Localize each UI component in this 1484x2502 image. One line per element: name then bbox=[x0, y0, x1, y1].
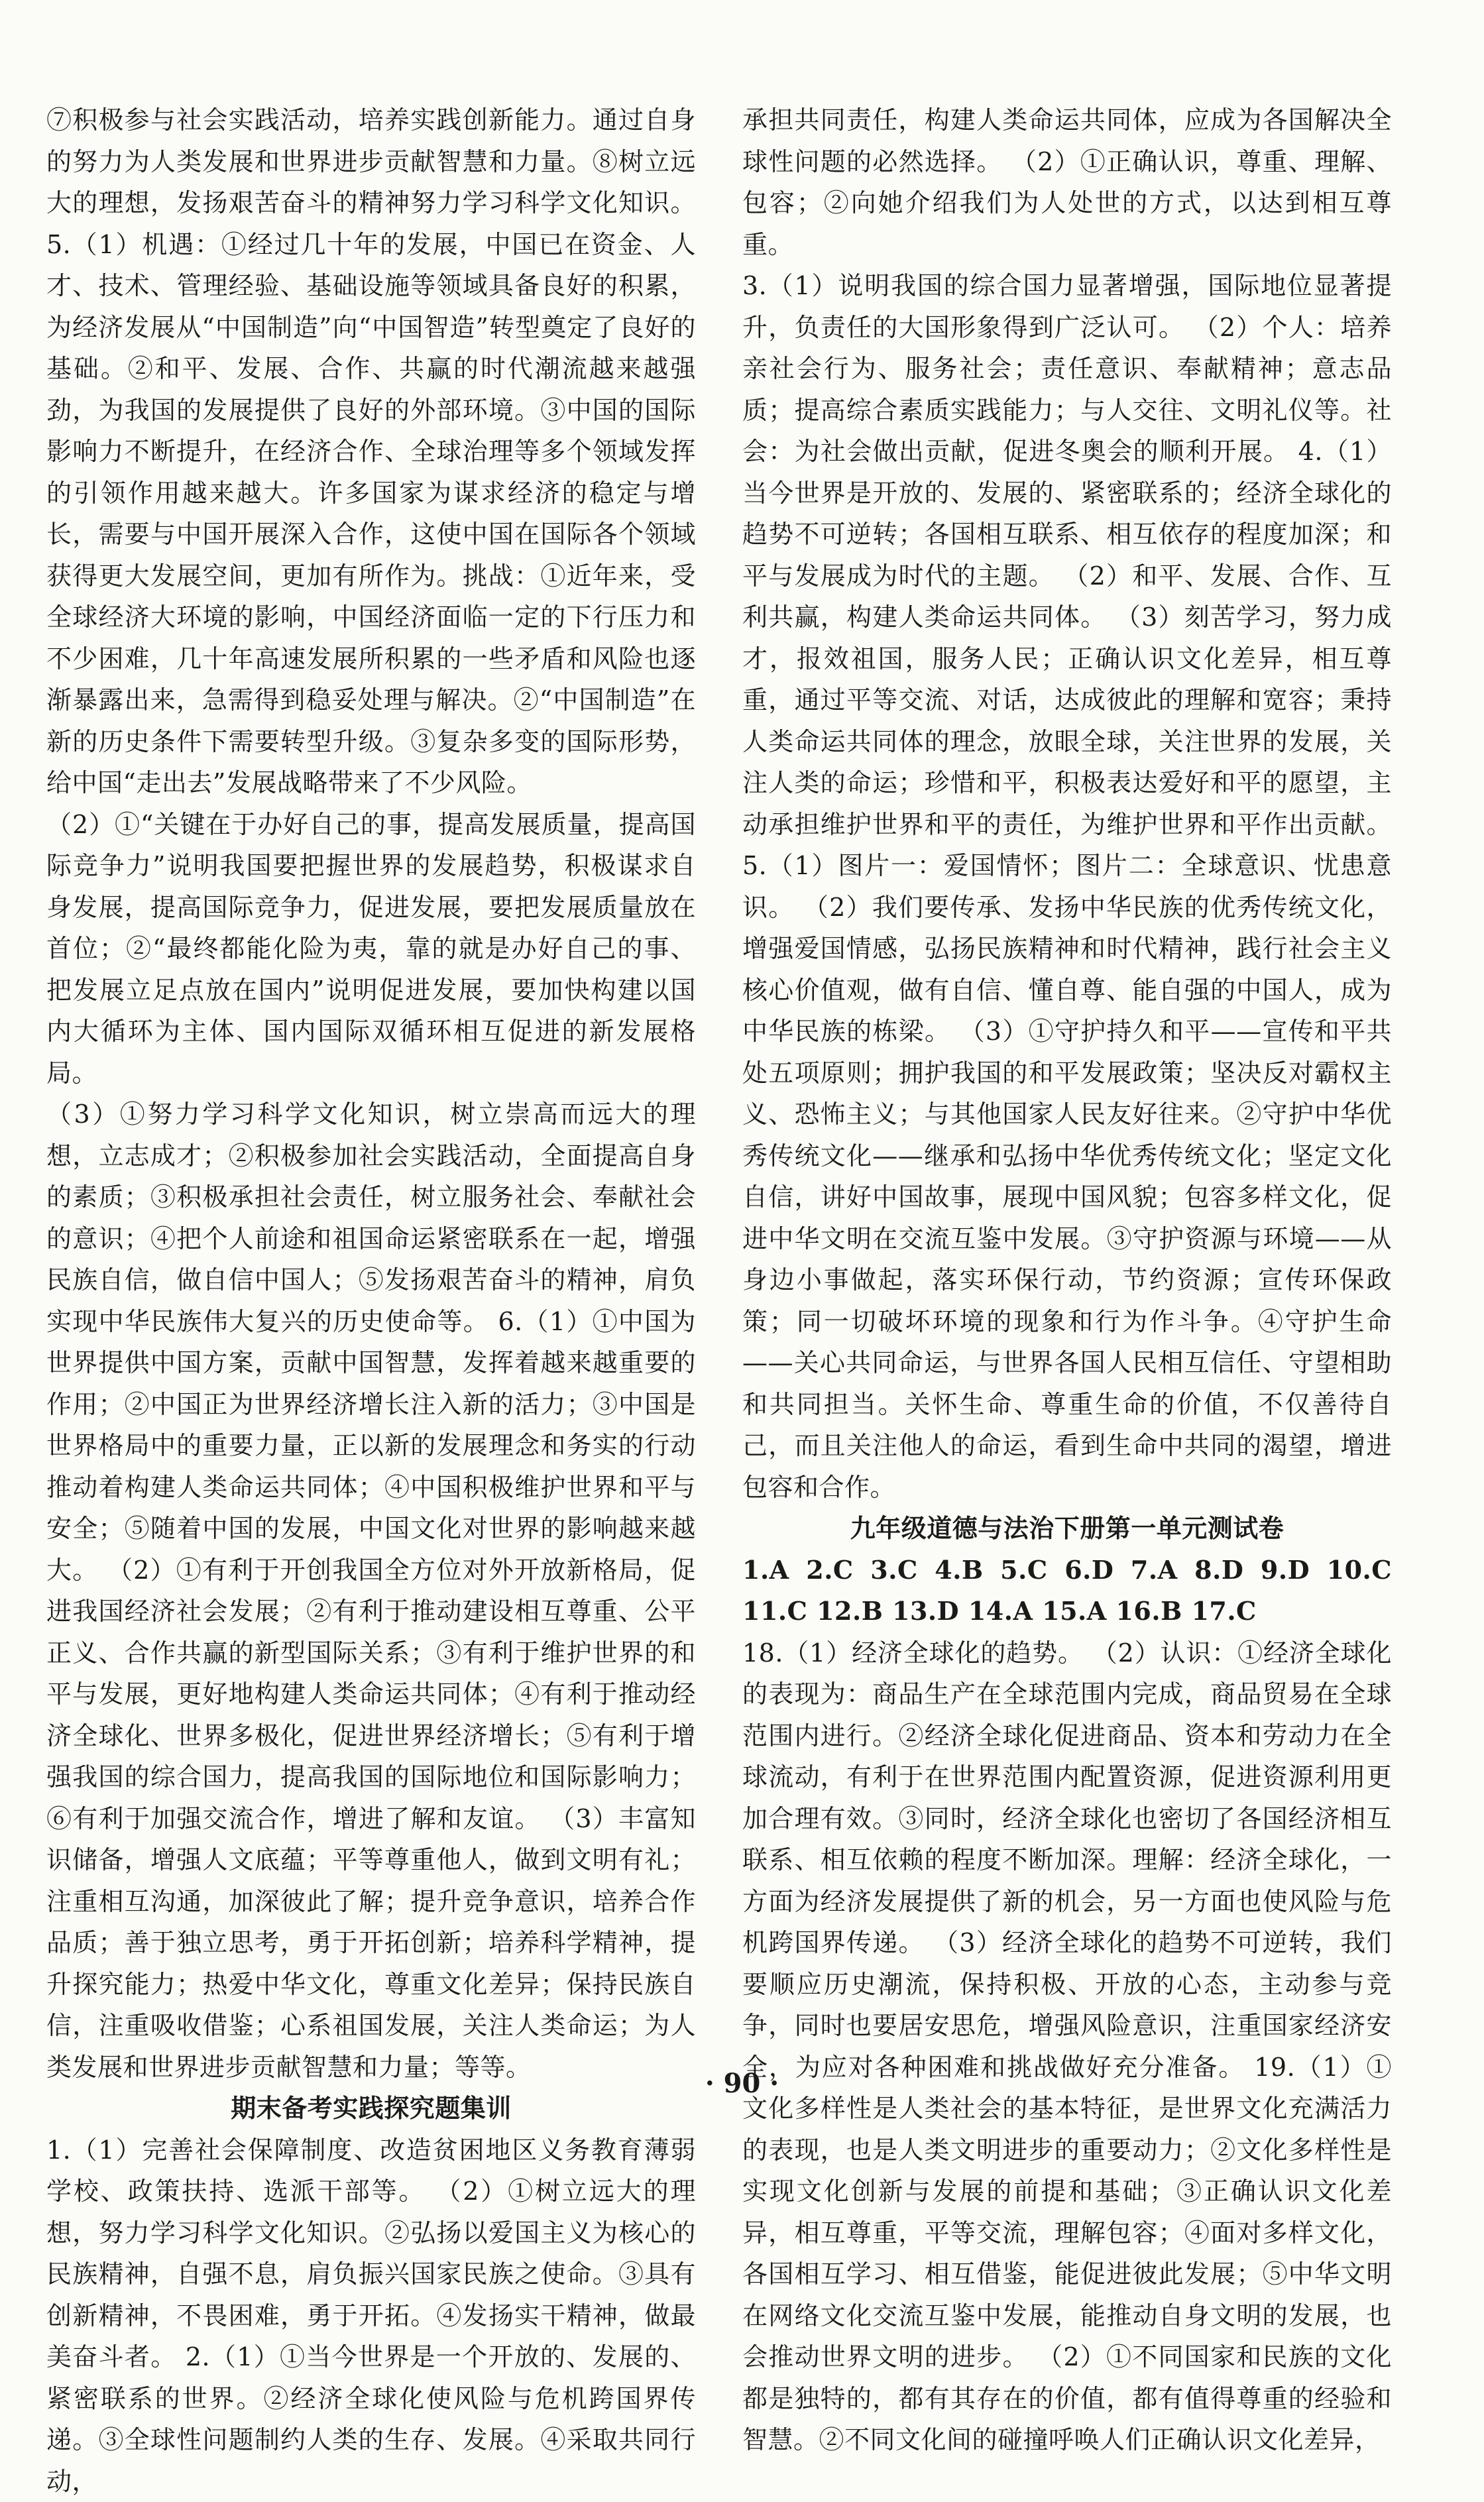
answer-paragraph: （3）①努力学习科学文化知识，树立崇高而远大的理想，立志成才；②积极参加社会实践活动，全面提高自身的素质；③积极承担社会责任，树立服务社会、奉献社会的意识；④把个人前途和祖国命运紧密联系在一起，增强民族自信，做自信中国人；⑤发扬艰苦奋斗的精神，肩负实现中华民族伟大复兴的历史使命等。 6.（1）①中国为世界提供中国方案，贡献中国智慧，发挥着越来越重要的作用；②中国正为世界经济增长注入新的活力；③中国是世界格局中的重要力量，正以新的发展理念和务实的行动推动着构建人类命运共同体；④中国积极维护世界和平与安全；⑤随着中国的发展，中国文化对世界的影响越来越大。 （2）①有利于开创我国全方位对外开放新格局，促进我国经济社会发展；②有利于推动建设相互尊重、公平正义、合作共赢的新型国际关系；③有利于维护世界的和平与发展，更好地构建人类命运共同体；④有利于推动经济全球化、世界多极化，促进世界经济增长；⑤有利于增强我国的综合国力，提高我国的国际地位和国际影响力；⑥有利于加强交流合作，增进了解和友谊。 （3）丰富知识储备，增强人文底蕴；平等尊重他人，做到文明有礼；注重相互沟通，加深彼此了解；提升竞争意识，培养合作品质；善于独立思考，勇于开拓创新；培养科学精神，提升探究能力；热爱中华文化，尊重文化差异；保持民族自信，注重吸收借鉴；心系祖国发展，关注人类命运；为人类发展和世界进步贡献智慧和力量；等等。 bbox=[46, 1094, 696, 2088]
page-number: · 90 · bbox=[0, 2068, 1484, 2099]
answer-paragraph: 3.（1）说明我国的综合国力显著增强，国际地位显著提升，负责任的大国形象得到广泛认可。 （2）个人：培养亲社会行为、服务社会；责任意识、奉献精神；意志品质；提高综合素质实践能力；与人交往、文明礼仪等。社会：为社会做出贡献，促进冬奥会的顺利开展。 4.（1）当今世界是开放的、发展的、紧密联系的；经济全球化的趋势不可逆转；各国相互联系、相互依存的程度加深；和平与发展成为时代的主题。 （2）和平、发展、合作、互利共赢，构建人类命运共同体。 （3）刻苦学习，努力成才，报效祖国，服务人民；正确认识文化差异，相互尊重，通过平等交流、对话，达成彼此的理解和宽容；秉持人类命运共同体的理念，放眼全球，关注世界的发展，关注人类的命运；珍惜和平，积极表达爱好和平的愿望，主动承担维护世界和平的责任，为维护世界和平作出贡献。 5.（1）图片一：爱国情怀；图片二：全球意识、忧患意识。 （2）我们要传承、发扬中华民族的优秀传统文化，增强爱国情感，弘扬民族精神和时代精神，践行社会主义核心价值观，做有自信、懂自尊、能自强的中国人，成为中华民族的栋梁。 （3）①守护持久和平——宣传和平共处五项原则；拥护我国的和平发展政策；坚决反对霸权主义、恐怖主义；与其他国家人民友好往来。②守护中华优秀传统文化——继承和弘扬中华优秀传统文化；坚定文化自信，讲好中国故事，展现中国风貌；包容多样文化，促进中华文明在交流互鉴中发展。③守护资源与环境——从身边小事做起，落实环保行动，节约资源；宣传环保政策；同一切破坏环境的现象和行为作斗争。④守护生命——关心共同命运，与世界各国人民相互信任、守望相助和共同担当。关怀生命、尊重生命的价值，不仅善待自己，而且关注他人的命运，看到生命中共同的渴望，增进包容和合作。 bbox=[742, 265, 1392, 1508]
answer-paragraph: 1.（1）完善社会保障制度、改造贫困地区义务教育薄弱学校、政策扶持、选派干部等。 （2）①树立远大的理想，努力学习科学文化知识。②弘扬以爱国主义为核心的民族精神，自强不息，肩负振兴国家民族之使命。③具有创新精神，不畏困难，勇于开拓。④发扬实干精神，做最美奋斗者。 2.（1）①当今世界是一个开放的、发展的、紧密联系的世界。②经济全球化使风险与危机跨国界传递。③全球性问题制约人类的生存、发展。④采取共同行动， bbox=[46, 2130, 696, 2502]
section-heading: 期末备考实践探究题集训 bbox=[46, 2088, 696, 2130]
answer-paragraph: 18.（1）经济全球化的趋势。 （2）认识：①经济全球化的表现为：商品生产在全球范围内完成，商品贸易在全球范围内进行。②经济全球化促进商品、资本和劳动力在全球流动，有利于在世界范围内配置资源，促进资源利用更加合理有效。③同时，经济全球化也密切了各国经济相互联系、相互依赖的程度不断加深。理解：经济全球化，一方面为经济发展提供了新的机会，另一方面也使风险与危机跨国界传递。 （3）经济全球化的趋势不可逆转，我们要顺应历史潮流，保持积极、开放的心态，主动参与竞争，同时也要居安思危，增强风险意识，注重国家经济安全，为应对各种困难和挑战做好充分准备。 19.（1）①文化多样性是人类社会的基本特征，是世界文化充满活力的表现，也是人类文明进步的重要动力；②文化多样性是实现文化创新与发展的前提和基础；③正确认识文化差异，相互尊重，平等交流，理解包容；④面对多样文化，各国相互学习、相互借鉴，能促进彼此发展；⑤中华文明在网络文化交流互鉴中发展，能推动自身文明的发展，也会推动世界文明的进步。 （2）①不同国家和民族的文化都是独特的，都有其存在的价值，都有值得尊重的经验和智慧。②不同文化间的碰撞呼唤人们正确认识文化差异， bbox=[742, 1632, 1392, 2461]
page-body bbox=[46, 99, 1392, 2055]
section-heading: 九年级道德与法治下册第一单元测试卷 bbox=[742, 1508, 1392, 1550]
answer-paragraph: 承担共同责任，构建人类命运共同体，应成为各国解决全球性问题的必然选择。 （2）①正确认识，尊重、理解、包容；②向她介绍我们为人处世的方式，以达到相互尊重。 bbox=[742, 99, 1392, 265]
answer-paragraph: ⑦积极参与社会实践活动，培养实践创新能力。通过自身的努力为人类发展和世界进步贡献智慧和力量。⑧树立远大的理想，发扬艰苦奋斗的精神努力学习科学文化知识。 5.（1）机遇：①经过几十年的发展，中国已在资金、人才、技术、管理经验、基础设施等领域具备良好的积累，为经济发展从“中国制造”向“中国智造”转型奠定了良好的基础。②和平、发展、合作、共赢的时代潮流越来越强劲，为我国的发展提供了良好的外部环境。③中国的国际影响力不断提升，在经济合作、全球治理等多个领域发挥的引领作用越来越大。许多国家为谋求经济的稳定与增长，需要与中国开展深入合作，这使中国在国际各个领域获得更大发展空间，更加有所作为。挑战：①近年来，受全球经济大环境的影响，中国经济面临一定的下行压力和不少困难，几十年高速发展所积累的一些矛盾和风险也逐渐暴露出来，急需得到稳妥处理与解决。②“中国制造”在新的历史条件下需要转型升级。③复杂多变的国际形势，给中国“走出去”发展战略带来了不少风险。 bbox=[46, 99, 696, 804]
answer-paragraph: （2）①“关键在于办好自己的事，提高发展质量，提高国际竞争力”说明我国要把握世界的发展趋势，积极谋求自身发展，提高国际竞争力，促进发展，要把发展质量放在首位；②“最终都能化险为夷，靠的就是办好自己的事、把发展立足点放在国内”说明促进发展，要加快构建以国内大循环为主体、国内国际双循环相互促进的新发展格局。 bbox=[46, 804, 696, 1094]
choice-answers: 1.A 2.C 3.C 4.B 5.C 6.D 7.A 8.D 9.D 10.C 11.C 12.B 13.D 14.A 15.A 16.B 17.C bbox=[742, 1550, 1392, 1632]
left-column bbox=[46, 99, 696, 2055]
right-column bbox=[742, 99, 1392, 2055]
